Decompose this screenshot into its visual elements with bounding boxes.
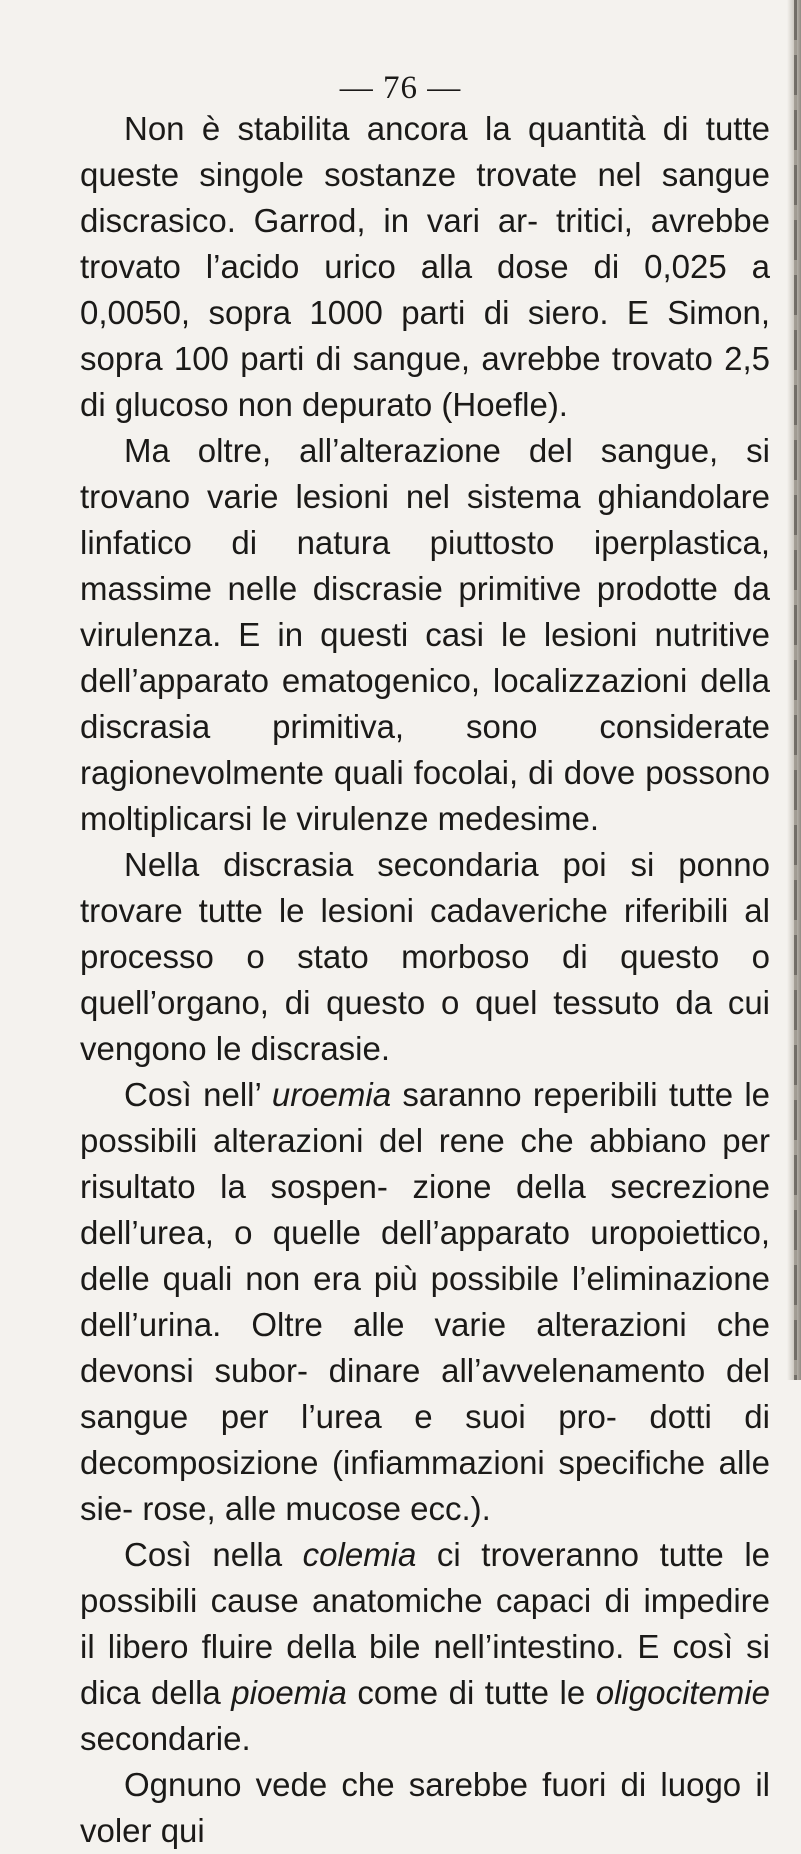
text-run: ci troveranno tutte le possibili cause anatomiche capaci di impedire il libero fluire della bile nell’intestino. E così si dica della	[80, 1536, 770, 1711]
text-run: saranno reperibili tutte le possibili alterazioni del rene che abbiano per risultato la sospen- zione della secrezione dell’urea, o quelle dell’apparato uropoiettico, delle quali non era più possibile l’eliminazione dell’urina. Oltre alle varie alterazioni che devonsi subor- dinare all’avvelenamento del sangue per l’urea e suoi pro- dotti di decomposizione (infiammazioni specifiche alle sie- rose, alle mucose ecc.).	[80, 1076, 770, 1527]
paragraph	[80, 1762, 770, 1854]
text-run: Così nell’	[124, 1076, 272, 1113]
text-run: secondarie.	[80, 1720, 251, 1757]
page-edge-binding	[794, 0, 797, 1380]
page-number: — 76 —	[339, 70, 462, 106]
italic-term: uroemia	[271, 1076, 392, 1113]
italic-term: oligocitemie	[595, 1674, 770, 1711]
paragraph	[80, 428, 770, 842]
text-run: Così nella	[124, 1536, 303, 1573]
paragraph	[80, 106, 770, 428]
text-run: Ognuno vede che sarebbe fuori di luogo il voler qui	[80, 1766, 770, 1849]
italic-term: pioemia	[231, 1674, 347, 1711]
body-text	[80, 106, 770, 1854]
paragraph	[80, 842, 770, 1072]
paragraph	[80, 1532, 770, 1762]
text-run: come di tutte le	[346, 1674, 596, 1711]
text-run: Nella discrasia secondaria poi si ponno trovare tutte le lesioni cadaveriche riferibili al processo o stato morboso di questo o quell’organo, di questo o quel tessuto da cui vengono le discrasie.	[80, 846, 770, 1067]
text-run: Ma oltre, all’alterazione del sangue, si trovano varie lesioni nel sistema ghiandolare linfatico di natura piuttosto iperplastica, massime nelle discrasie primitive prodotte da virulenza. E in questi casi le lesioni nutritive dell’apparato ematogenico, localizzazioni della discrasia primitiva, sono considerate ragionevolmente quali focolai, di dove possono moltiplicarsi le virulenze medesime.	[80, 432, 770, 837]
italic-term: colemia	[302, 1536, 417, 1573]
paragraph	[80, 1072, 770, 1532]
text-run: Non è stabilita ancora la quantità di tutte queste singole sostanze trovate nel sangue discrasico. Garrod, in vari ar- tritici, avrebbe trovato l’acido urico alla dose di 0,025 a 0,0050, sopra 1000 parti di siero. E Simon, sopra 100 parti di sangue, avrebbe trovato 2,5 di glucoso non depurato (Hoefle).	[80, 110, 770, 423]
